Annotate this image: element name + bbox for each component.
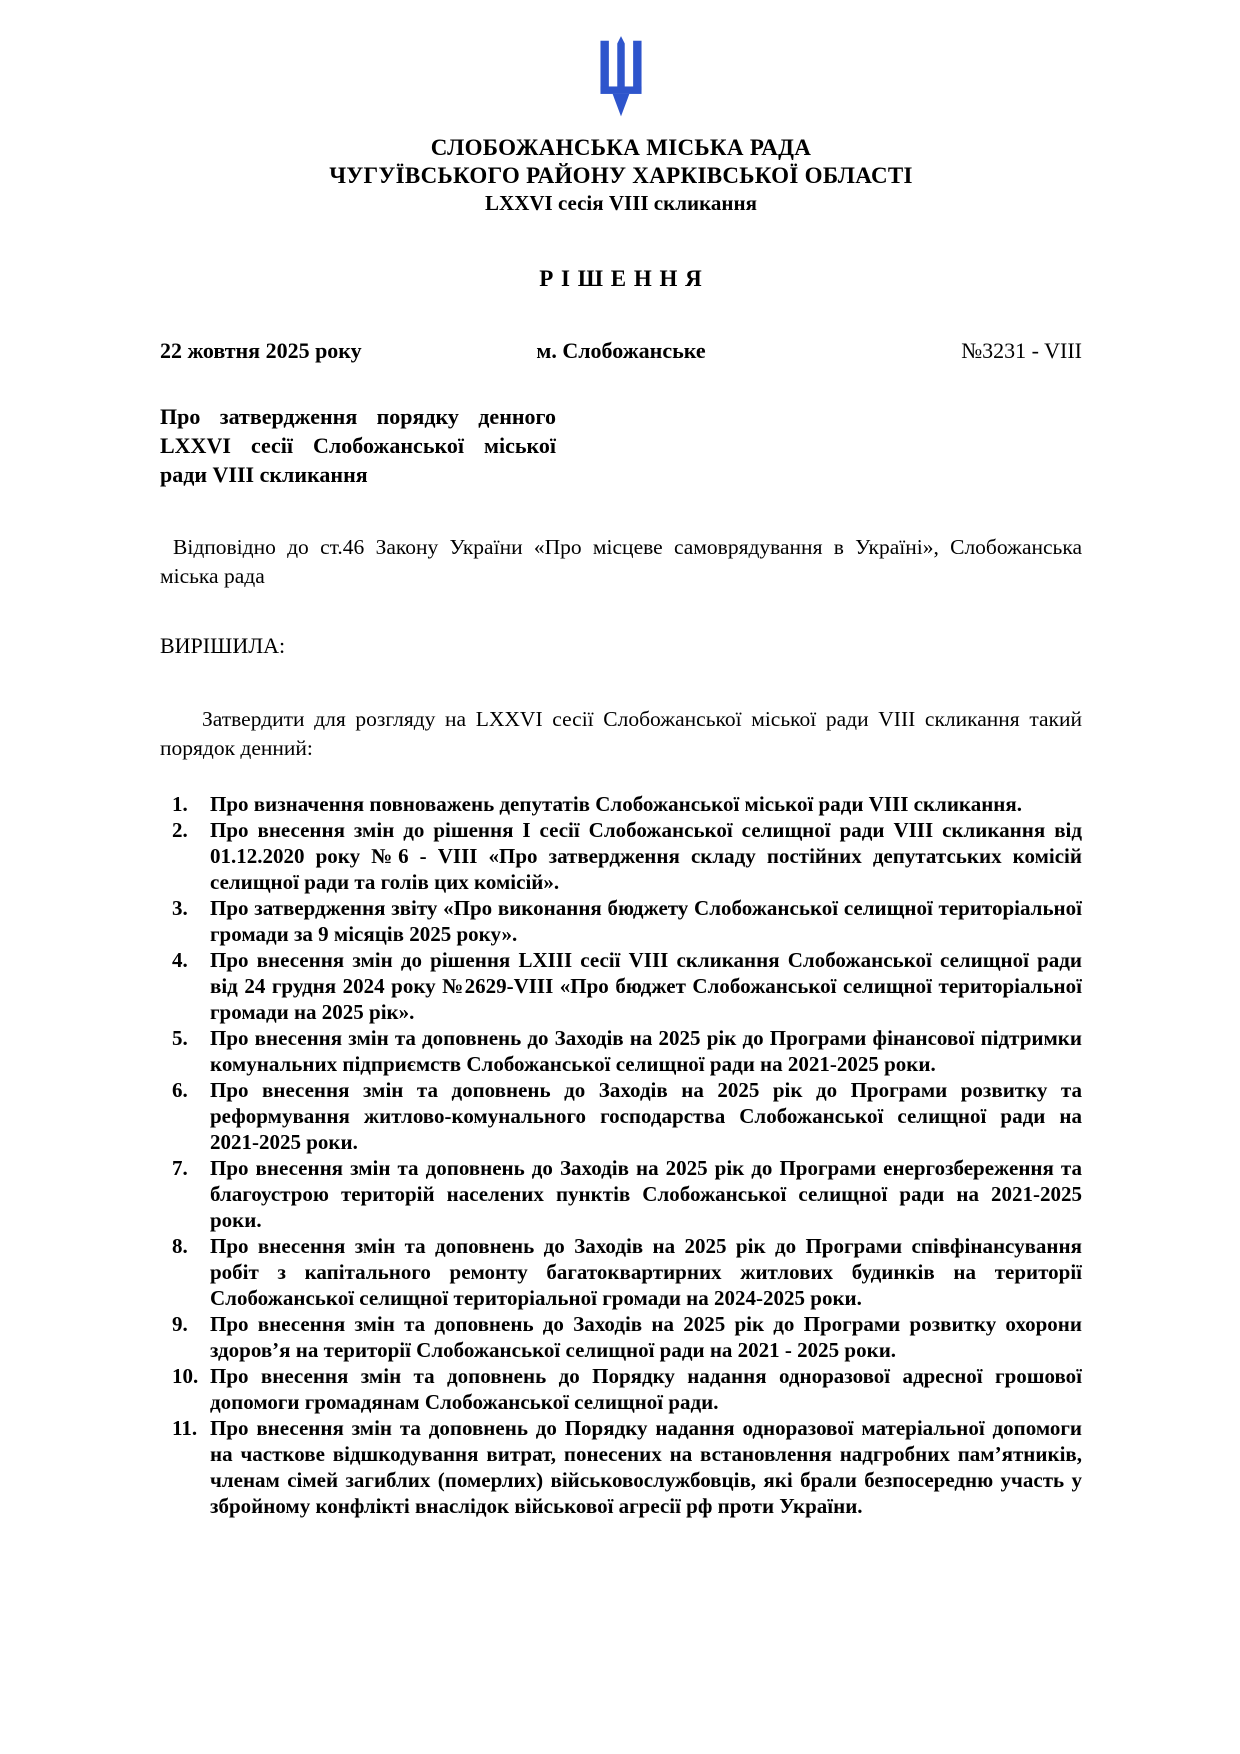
- session-line: LXXVI сесія VIII скликання: [485, 191, 757, 215]
- agenda-item-number: 6.: [172, 1078, 188, 1102]
- agenda-item-number: 3.: [172, 896, 188, 920]
- agenda-item-text: Про внесення змін та доповнень до Заходів на 2025 рік до Програми енергозбереження та благоустрою територій населених пунктів Слобожанської селищної ради на 2021-2025 роки.: [210, 1156, 1082, 1232]
- agenda-item: [160, 1025, 1082, 1077]
- agenda-item: [160, 1077, 1082, 1155]
- document-date: 22 жовтня 2025 року: [160, 338, 362, 363]
- agenda-item-number: 7.: [172, 1156, 188, 1180]
- agenda-item-text: Про внесення змін та доповнень до Порядку надання одноразової адресної грошової допомоги громадянам Слобожанської селищної ради.: [210, 1364, 1082, 1414]
- agenda-item-number: 10.: [172, 1364, 199, 1388]
- emblem-wrap: [160, 36, 1082, 122]
- agenda-item: [160, 817, 1082, 895]
- agenda-item-text: Про внесення змін до рішення LXIII сесії VIII скликання Слобожанської селищної ради від 24 грудня 2024 року №2629-VIII «Про бюджет Слобожанської селищної територіальної громади на 2025 рік».: [210, 948, 1082, 1024]
- preamble-paragraph: Відповідно до ст.46 Закону України «Про місцеве самоврядування в Україні», Слобожанська міська рада: [160, 535, 1082, 588]
- resolved-label: ВИРІШИЛА:: [160, 633, 286, 658]
- agenda-item-text: Про внесення змін та доповнень до Заходів на 2025 рік до Програми розвитку та реформування житлово-комунального господарства Слобожанської селищної ради на 2021-2025 роки.: [210, 1078, 1082, 1154]
- agenda-item-number: 4.: [172, 948, 188, 972]
- document-title: Р І Ш Е Н Н Я: [539, 266, 703, 291]
- agenda-item-number: 11.: [172, 1416, 198, 1440]
- agenda-item-text: Про внесення змін та доповнень до Порядку надання одноразової матеріальної допомоги на часткове відшкодування витрат, понесених на встановлення надгробних пам’ятників, членам сімей загиблих (померлих) військовослужбовців, які брали безпосередню участь у збройному конфлікті внаслідок військової агресії рф проти України.: [210, 1416, 1082, 1518]
- subject-line: ради VIII скликання: [160, 462, 368, 487]
- org-name-line-2: ЧУГУЇВСЬКОГО РАЙОНУ ХАРКІВСЬКОЇ ОБЛАСТІ: [329, 163, 913, 188]
- document-number: №3231 - VIII: [961, 338, 1082, 363]
- agenda-item-number: 9.: [172, 1312, 188, 1336]
- subject-line: Про затвердження порядку денного: [160, 404, 556, 429]
- meta-row: [160, 338, 1082, 364]
- agenda-item-number: 8.: [172, 1234, 188, 1258]
- agenda-item: [160, 1233, 1082, 1311]
- agenda-item-text: Про внесення змін та доповнень до Заходів на 2025 рік до Програми розвитку охорони здоров’я на території Слобожанської селищної ради на 2021 - 2025 роки.: [210, 1312, 1082, 1362]
- subject-line: LXXVI сесії Слобожанської міської: [160, 433, 556, 458]
- agenda-item-text: Про внесення змін до рішення І сесії Слобожанської селищної ради VIII скликання від 01.12.2020 року №6 - VIII «Про затвердження складу постійних депутатських комісій селищної ради та голів цих комісій».: [210, 818, 1082, 894]
- subject-block: [160, 402, 556, 489]
- agenda-item-text: Про внесення змін та доповнень до Заходів на 2025 рік до Програми фінансової підтримки комунальних підприємств Слобожанської селищної ради на 2021-2025 роки.: [210, 1026, 1082, 1076]
- org-name-line-1: СЛОБОЖАНСЬКА МІСЬКА РАДА: [430, 135, 812, 160]
- document-place: м. Слобожанське: [536, 338, 706, 363]
- agenda-item-text: Про визначення повноважень депутатів Слобожанської міської ради VIII скликання.: [210, 792, 1023, 816]
- agenda-item: [160, 791, 1082, 817]
- agenda-item: [160, 947, 1082, 1025]
- agenda-item-number: 1.: [172, 792, 188, 816]
- agenda-item: [160, 1155, 1082, 1233]
- agenda-item-number: 2.: [172, 818, 188, 842]
- agenda-item: [160, 1363, 1082, 1415]
- agenda-item: [160, 895, 1082, 947]
- agenda-item-text: Про затвердження звіту «Про виконання бюджету Слобожанської селищної територіальної громади за 9 місяців 2025 року».: [210, 896, 1082, 946]
- agenda-list: [160, 791, 1082, 1519]
- agenda-item: [160, 1415, 1082, 1519]
- ukraine-trident-icon: [593, 36, 649, 122]
- intro-paragraph: Затвердити для розгляду на LXXVI сесії Слобожанської міської ради VIII скликання такий порядок денний:: [160, 707, 1082, 760]
- agenda-item-number: 5.: [172, 1026, 188, 1050]
- agenda-item: [160, 1311, 1082, 1363]
- agenda-item-text: Про внесення змін та доповнень до Заходів на 2025 рік до Програми співфінансування робіт з капітального ремонту багатоквартирних житлових будинків на території Слобожанської селищної територіальної громади на 2024-2025 роки.: [210, 1234, 1082, 1310]
